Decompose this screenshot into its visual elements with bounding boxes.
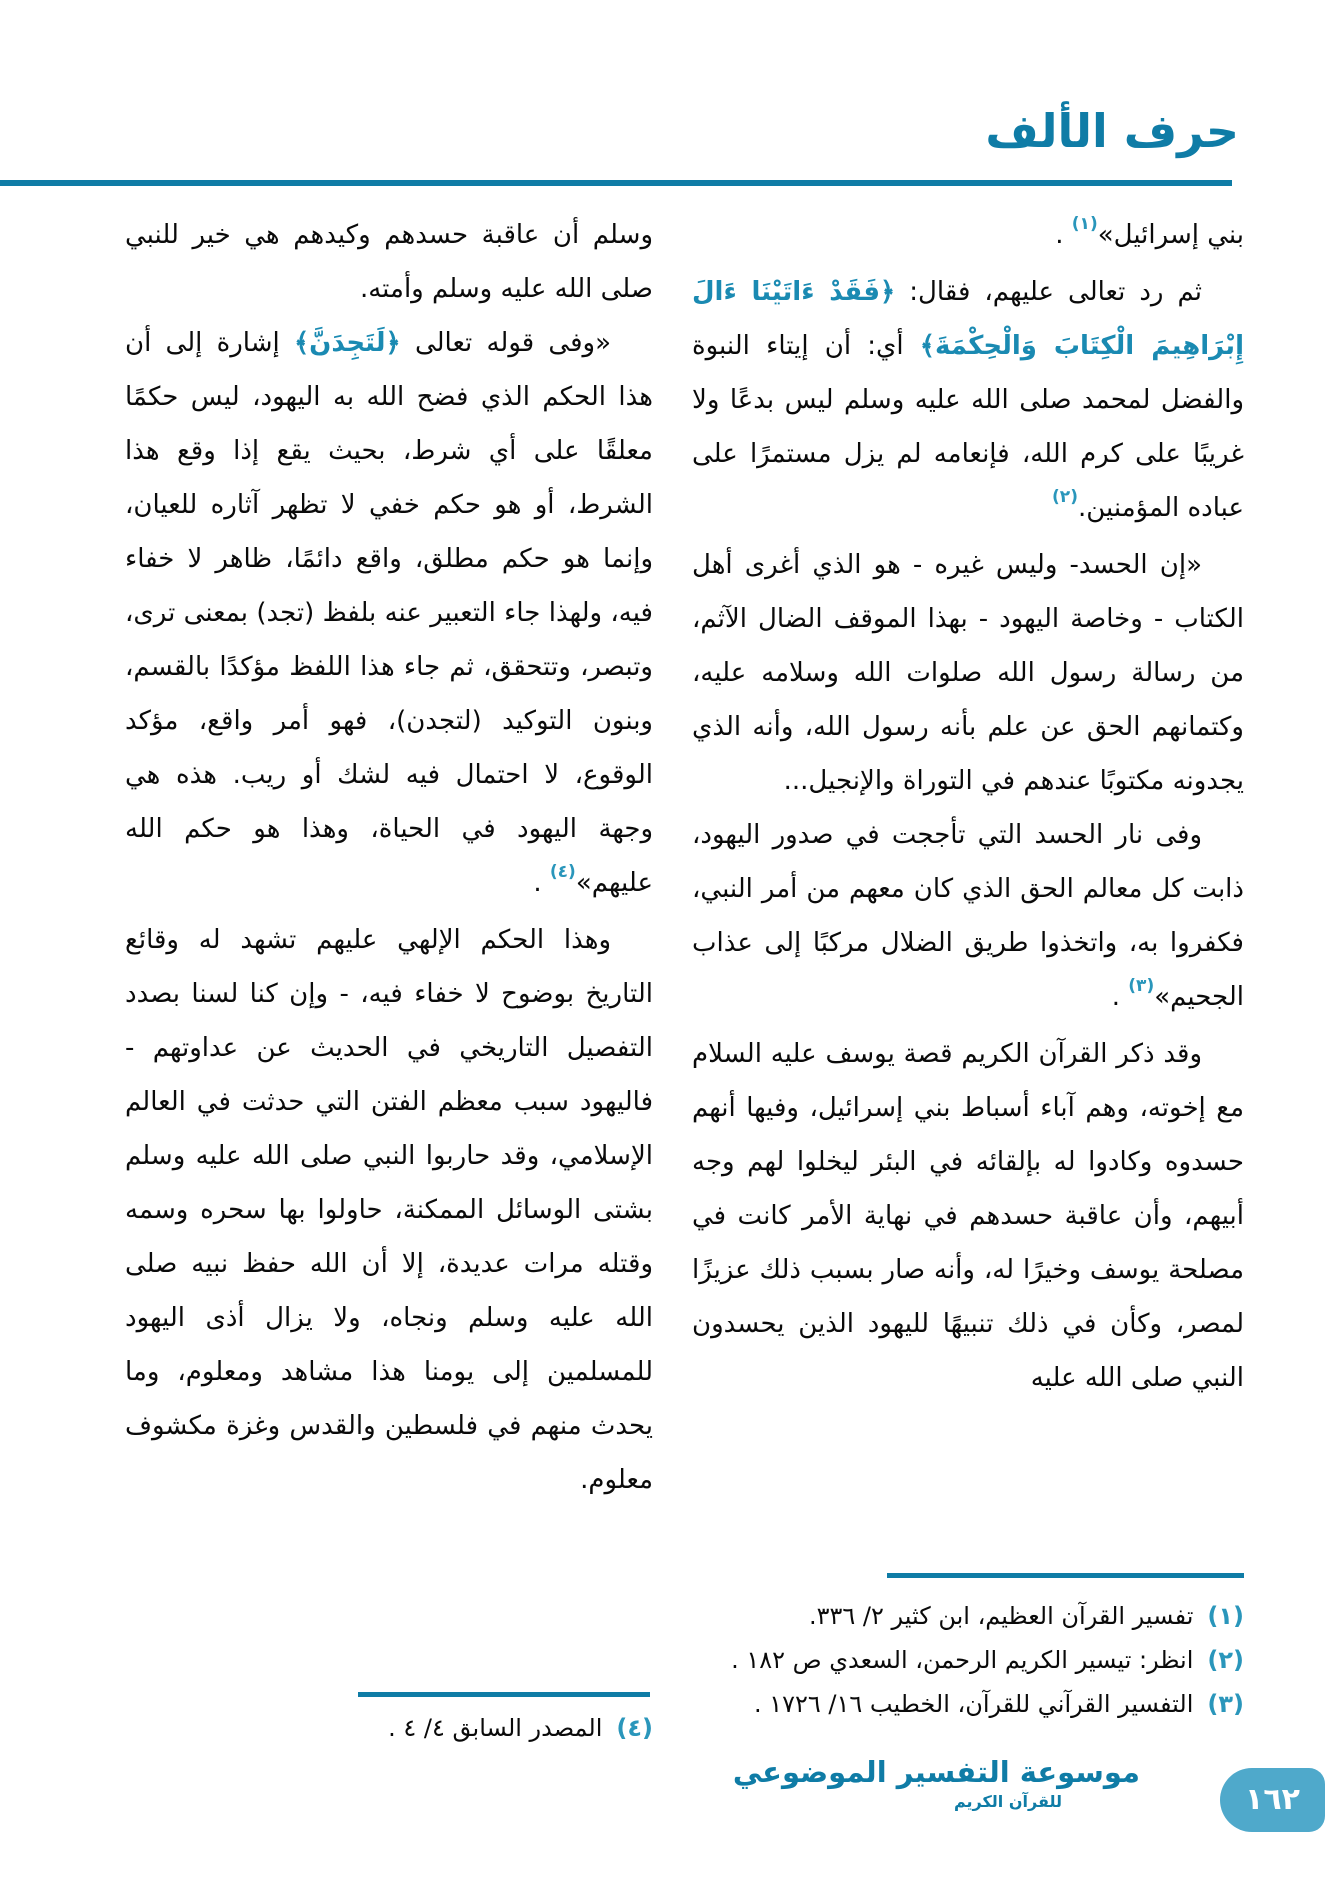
- body-text: ثم رد تعالى عليهم، فقال:: [895, 277, 1202, 307]
- footnote: [688, 1594, 1244, 1638]
- paragraph: [692, 538, 1244, 808]
- body-text: «إن الحسد- وليس غيره - هو الذي أغرى أهل الكتاب - وخاصة اليهود - بهذا الموقف الضال الآثم، من رسالة رسول الله صلوات الله وسلامه عليه، وكتمانهم الحق عن علم بأنه رسول الله، وأنه الذي يجدونه مكتوبًا عندهم في التوراة والإنجيل...: [692, 550, 1244, 796]
- series-logo-title: موسوعة التفسير الموضوعي: [732, 1755, 1140, 1789]
- body-text: .: [1111, 982, 1129, 1012]
- paragraph: [692, 808, 1244, 1027]
- body-text: وسلم أن عاقبة حسدهم وكيدهم هي خير للنبي صلى الله عليه وسلم وأمته.: [125, 220, 653, 304]
- footnote-text: المصدر السابق ٤/ ٤ .: [388, 1714, 603, 1742]
- text-column-left: [125, 208, 653, 1686]
- footnote: [125, 1706, 653, 1750]
- footnote-ref: (١): [1071, 214, 1098, 234]
- footnote-marker: (٤): [616, 1714, 653, 1742]
- body-text: بني إسرائيل»: [1097, 220, 1244, 250]
- body-text: «وفى قوله تعالى: [400, 328, 611, 358]
- body-text: وقد ذكر القرآن الكريم قصة يوسف عليه السلام مع إخوته، وهم آباء أسباط بني إسرائيل، وفيها أنهم حسدوه وكادوا له بإلقائه في البئر ليخلوا لهم وجه أبيهم، وأن عاقبة حسدهم في نهاية الأمر كانت في مصلحة يوسف وخيرًا له، وأنه صار بسبب ذلك عزيزًا لمصر، وكأن في ذلك تنبيهًا لليهود الذين يحسدون النبي صلى الله عليه: [692, 1039, 1244, 1393]
- body-text: .: [533, 868, 550, 898]
- paragraph: [125, 913, 653, 1507]
- text-column-right: [692, 208, 1244, 1568]
- footnote-text: تفسير القرآن العظيم، ابن كثير ٢/ ٣٣٦.: [808, 1602, 1194, 1630]
- footnote-ref: (٤): [549, 862, 576, 882]
- footnote-text: انظر: تيسير الكريم الرحمن، السعدي ص ١٨٢ .: [731, 1646, 1194, 1674]
- footnote-ref: (٣): [1128, 976, 1155, 996]
- footnotes-right: [688, 1594, 1244, 1726]
- body-text: وهذا الحكم الإلهي عليهم تشهد له وقائع التاريخ بوضوح لا خفاء فيه، - وإن كنا لسنا بصدد التفصيل التاريخي في الحديث عن عداوتهم - فاليهود سبب معظم الفتن التي حدثت في العالم الإسلامي، وقد حاربوا النبي صلى الله عليه وسلم بشتى الوسائل الممكنة، حاولوا بها سحره وسمه وقتله مرات عديدة، إلا أن الله حفظ نبيه صلى الله عليه وسلم ونجاه، ولا يزال أذى اليهود للمسلمين إلى يومنا هذا مشاهد ومعلوم، وما يحدث منهم في فلسطين والقدس وغزة مكشوف معلوم.: [125, 925, 653, 1495]
- footnote-marker: (٢): [1207, 1646, 1244, 1674]
- paragraph: [125, 208, 653, 316]
- paragraph: [125, 316, 653, 913]
- quran-verse: ﴿فَقَدْ ءَاتَيْنَا ءَالَ إِبْرَاهِيمَ الْكِتَابَ وَالْحِكْمَةَ﴾: [692, 277, 1244, 361]
- footnote: [688, 1682, 1244, 1726]
- footnote-ref: (٢): [1052, 487, 1078, 507]
- section-header-title: حرف الألف: [985, 104, 1239, 158]
- header-rule: [0, 180, 1232, 186]
- page-number-badge: ١٦٢: [1220, 1768, 1325, 1832]
- paragraph: [692, 1027, 1244, 1405]
- body-text: .: [1055, 220, 1072, 250]
- footnote-separator-left: [358, 1692, 650, 1697]
- footnote-marker: (١): [1207, 1602, 1244, 1630]
- footnote-text: التفسير القرآني للقرآن، الخطيب ١٦/ ١٧٢٦ .: [753, 1690, 1194, 1718]
- series-logo-subtitle: للقرآن الكريم: [953, 1792, 1063, 1812]
- paragraph: [692, 265, 1244, 538]
- footnotes-left: [125, 1706, 653, 1750]
- series-logo: [732, 1755, 1140, 1812]
- paragraph: [692, 208, 1244, 265]
- footnote-separator-right: [887, 1573, 1244, 1578]
- footnote: [688, 1638, 1244, 1682]
- quran-verse: ﴿لَتَجِدَنَّ﴾: [293, 328, 401, 358]
- body-text: أي: أن إيتاء النبوة والفضل لمحمد صلى الله عليه وسلم ليس بدعًا ولا غريبًا على كرم الله، فإنعامه لم يزل مستمرًا على عباده المؤمنين.: [692, 331, 1244, 523]
- body-text: إشارة إلى أن هذا الحكم الذي فضح الله به اليهود، ليس حكمًا معلقًا على أي شرط، بحيث يقع إذا وقع هذا الشرط، أو هو حكم خفي لا تظهر آثاره للعيان، وإنما هو حكم مطلق، واقع دائمًا، ظاهر لا خفاء فيه، ولهذا جاء التعبير عنه بلفظ (تجد) بمعنى ترى، وتبصر، وتتحقق، ثم جاء هذا اللفظ مؤكدًا بالقسم، وبنون التوكيد (لتجدن)، فهو أمر واقع، مؤكد الوقوع، لا احتمال فيه لشك أو ريب. هذه هي وجهة اليهود في الحياة، وهذا هو حكم الله عليهم»: [125, 328, 653, 898]
- footnote-marker: (٣): [1207, 1690, 1244, 1718]
- body-text: وفى نار الحسد التي تأججت في صدور اليهود، ذابت كل معالم الحق الذي كان معهم من أمر النبي، فكفروا به، واتخذوا طريق الضلال مركبًا إلى عذاب الجحيم»: [692, 820, 1244, 1012]
